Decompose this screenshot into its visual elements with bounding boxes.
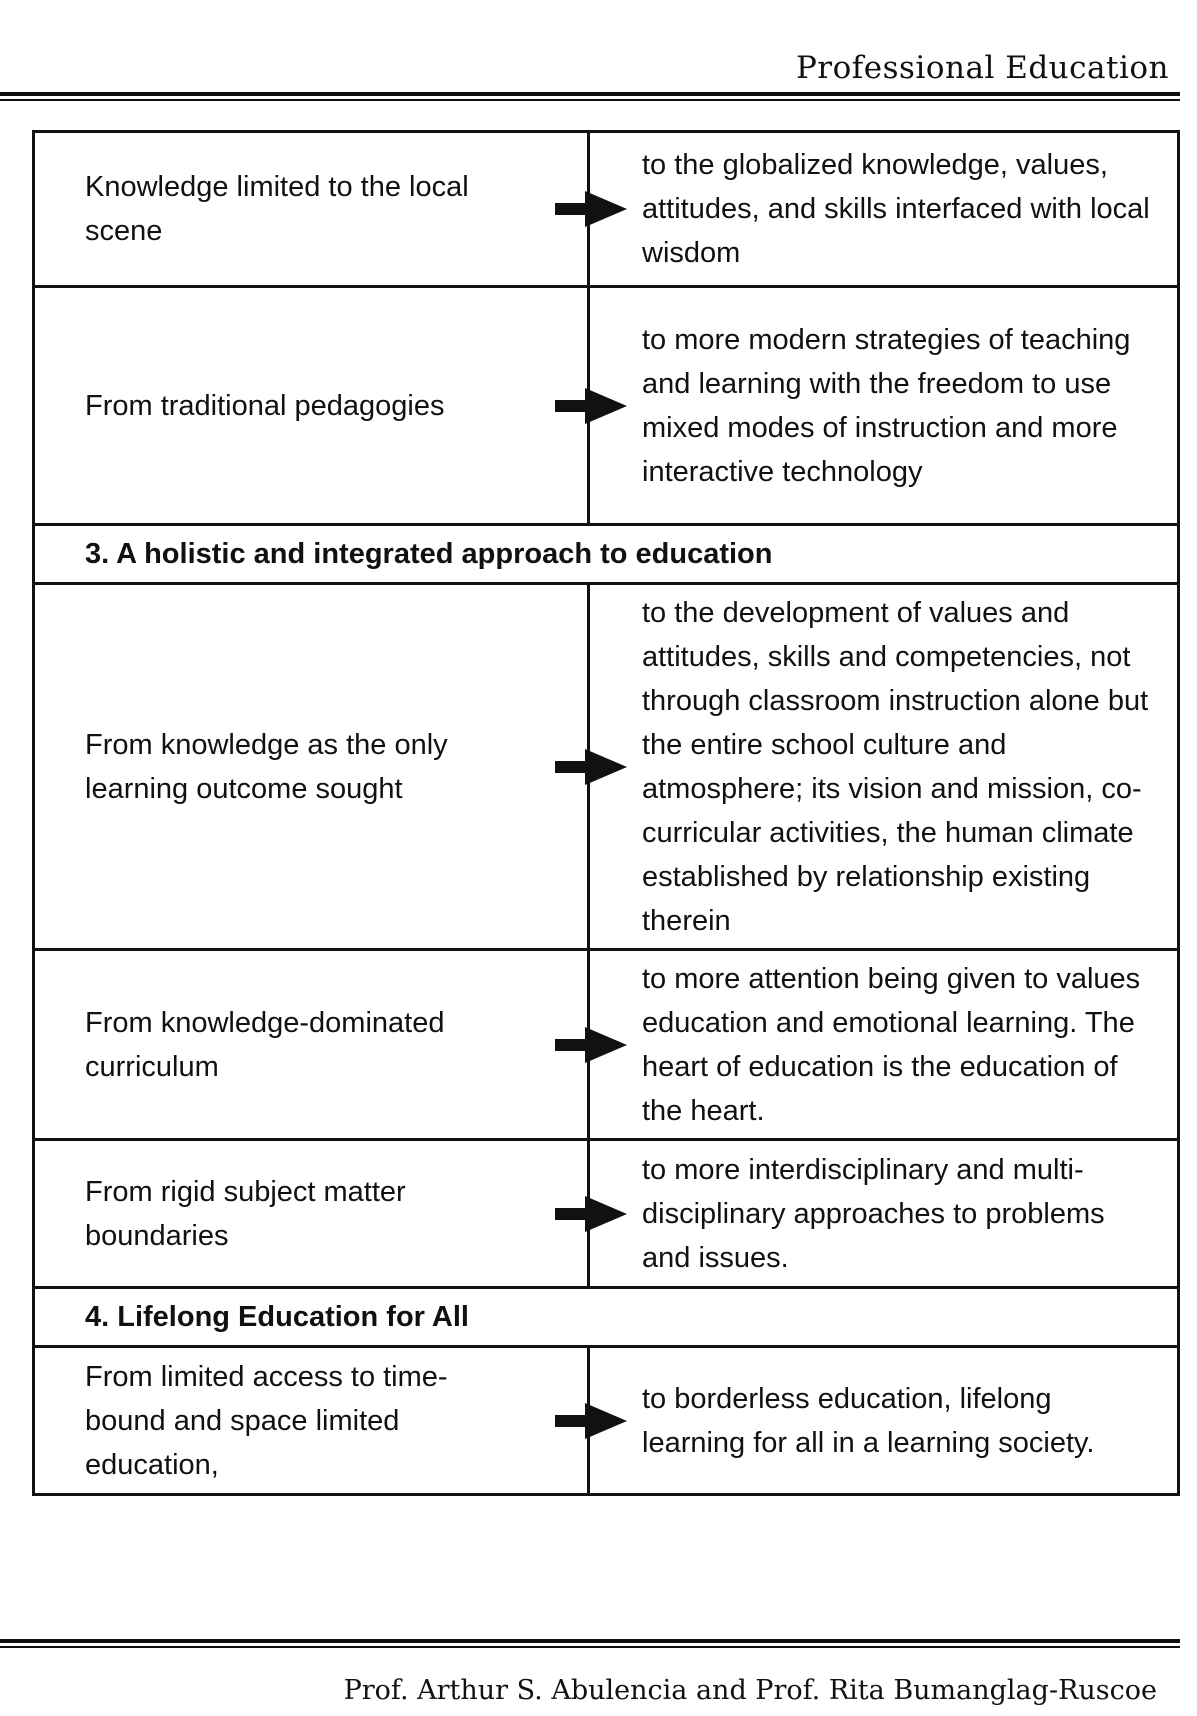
header-rule-thin (0, 99, 1180, 101)
to-cell (590, 585, 1177, 948)
footer-rule-thin (0, 1646, 1180, 1648)
header-rule-thick (0, 92, 1180, 96)
from-cell (35, 951, 590, 1138)
from-cell (35, 288, 590, 523)
right-arrow-icon (555, 1025, 627, 1065)
shift-table (32, 130, 1180, 1496)
from-text: Knowledge limited to the local scene (85, 171, 469, 247)
from-cell (35, 1141, 590, 1286)
from-text: From knowledge-dominated curriculum (85, 1006, 445, 1083)
table-row (35, 582, 1177, 948)
right-arrow-icon (555, 747, 627, 787)
from-text: From rigid subject matter boundaries (85, 1175, 406, 1252)
header-title: Professional Education (795, 50, 1169, 86)
section-heading: 3. A holistic and integrated approach to education (35, 523, 1177, 582)
to-cell (590, 133, 1177, 285)
table-row (35, 133, 1177, 285)
right-arrow-icon (555, 386, 627, 426)
from-cell (35, 133, 590, 285)
to-cell (590, 1141, 1177, 1286)
right-arrow-icon (555, 1194, 627, 1234)
to-text: to more modern strategies of teaching and learning with the freedom to use mixed modes of instruction and more interactive technology (642, 323, 1131, 488)
section-heading: 4. Lifelong Education for All (35, 1286, 1177, 1345)
from-cell (35, 585, 590, 948)
table-row (35, 285, 1177, 523)
right-arrow-icon (555, 189, 627, 229)
to-cell (590, 951, 1177, 1138)
to-text: to borderless education, lifelong learning for all in a learning society. (642, 1382, 1095, 1459)
table-row (35, 1138, 1177, 1286)
to-text: to the globalized knowledge, values, attitudes, and skills interfaced with local wisdom (642, 149, 1150, 269)
to-text: to more attention being given to values education and emotional learning. The heart of education is the education of the heart. (642, 962, 1141, 1127)
to-cell (590, 288, 1177, 523)
footer-rule-thick (0, 1639, 1180, 1643)
from-text: From traditional pedagogies (85, 389, 445, 422)
from-text: From knowledge as the only learning outcome sought (85, 728, 448, 805)
from-cell (35, 1348, 590, 1493)
table-row (35, 948, 1177, 1138)
right-arrow-icon (555, 1401, 627, 1441)
from-text: From limited access to time-bound and space limited education, (85, 1360, 448, 1481)
footer-authors: Prof. Arthur S. Abulencia and Prof. Rita Bumanglag-Ruscoe (343, 1675, 1157, 1706)
table-row (35, 1345, 1177, 1493)
to-text: to more interdisciplinary and multi-disciplinary approaches to problems and issues. (642, 1153, 1105, 1274)
to-cell (590, 1348, 1177, 1493)
to-text: to the development of values and attitudes, skills and competencies, not through classroom instruction alone but the entire school culture and atmosphere; its vision and mission, co-curricular activities, the human climate established by relationship existing therein (642, 596, 1149, 937)
